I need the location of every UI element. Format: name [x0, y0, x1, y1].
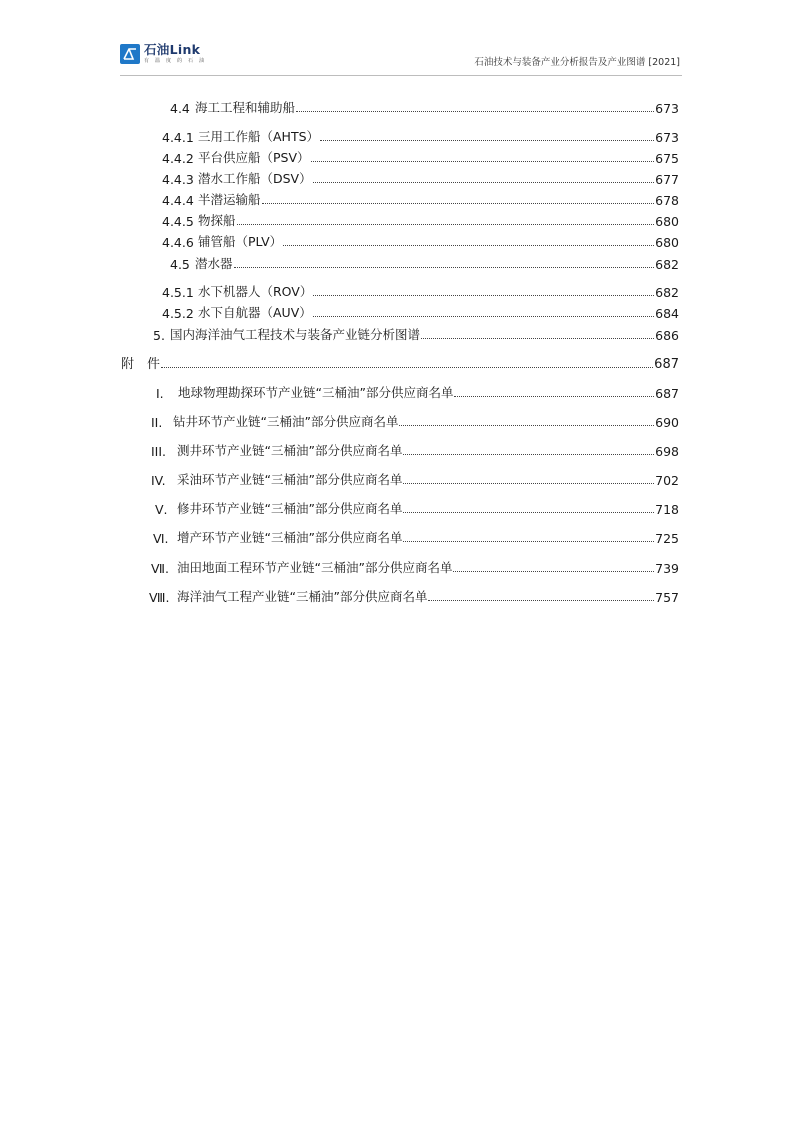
toc-number: Ⅷ. [149, 590, 170, 605]
toc-page-number: 718 [655, 502, 679, 517]
toc-title: 三用工作船（AHTS） [198, 129, 320, 144]
dot-leader [320, 140, 654, 141]
toc-number: 4.5.2 [162, 306, 194, 321]
dot-leader [403, 541, 654, 542]
toc-page-number: 725 [655, 531, 679, 546]
toc-number: 4.4.6 [162, 235, 194, 250]
dot-leader [428, 600, 654, 601]
dot-leader [453, 571, 654, 572]
toc-entry[interactable] [0, 146, 800, 166]
logo-mark-icon [120, 44, 140, 64]
toc-number: III. [151, 444, 167, 459]
logo-slogan: 有 温 度 的 石 油 [144, 57, 207, 64]
dot-leader [403, 483, 654, 484]
toc-entry[interactable] [0, 188, 800, 208]
toc-page-number: 684 [655, 306, 679, 321]
toc-title: 水下自航器（AUV） [198, 305, 312, 320]
dot-leader [454, 396, 654, 397]
header-divider [120, 75, 682, 76]
toc-entry[interactable] [0, 96, 800, 116]
toc-page-number: 680 [655, 214, 679, 229]
toc-page-number: 678 [655, 193, 679, 208]
toc-entry[interactable] [0, 301, 800, 321]
toc-entry[interactable] [0, 209, 800, 229]
dot-leader [313, 182, 655, 183]
toc-title: 钻井环节产业链“三桶油”部分供应商名单 [173, 414, 399, 429]
toc-entry[interactable] [0, 556, 800, 576]
toc-number: 4.5 [170, 257, 190, 272]
toc-number: II. [151, 415, 163, 430]
toc-page-number: 687 [655, 386, 679, 401]
logo-name: 石油Link [144, 42, 201, 57]
toc-entry[interactable] [0, 230, 800, 250]
toc-entry[interactable] [0, 125, 800, 145]
toc-page-number: 673 [655, 130, 679, 145]
toc-title: 潜水器 [195, 256, 233, 271]
toc-number: IV. [151, 473, 166, 488]
toc-page-number: 673 [655, 101, 679, 116]
toc-page-number: 675 [655, 151, 679, 166]
toc-title: 平台供应船（PSV） [198, 150, 310, 165]
toc-page-number: 739 [655, 561, 679, 576]
toc-entry[interactable] [0, 252, 800, 272]
dot-leader [283, 245, 654, 246]
dot-leader [262, 203, 655, 204]
page-header [120, 44, 680, 76]
toc-page-number: 682 [655, 285, 679, 300]
toc-number: 4.4.1 [162, 130, 194, 145]
toc-number: 4.4.3 [162, 172, 194, 187]
toc-number: 4.4.5 [162, 214, 194, 229]
toc-entry[interactable] [0, 352, 800, 372]
toc-number: Ⅴ. [155, 502, 168, 517]
dot-leader [421, 338, 654, 339]
toc-page-number: 677 [655, 172, 679, 187]
toc-title: 件 [147, 357, 161, 372]
toc-number: Ⅵ. [153, 531, 169, 546]
toc-page-number: 690 [655, 415, 679, 430]
toc-page-number: 687 [654, 357, 679, 372]
toc-title: 水下机器人（ROV） [198, 284, 313, 299]
toc-title: 海工工程和辅助船 [195, 100, 296, 115]
toc-page-number: 686 [655, 328, 679, 343]
toc-page-number: 702 [655, 473, 679, 488]
report-title: 石油技术与装备产业分析报告及产业图谱 [2021] [474, 57, 680, 68]
toc-page-number: 698 [655, 444, 679, 459]
toc-entry[interactable] [0, 497, 800, 517]
toc-entry[interactable] [0, 526, 800, 546]
toc-number: 4.4 [170, 101, 190, 116]
toc-entry[interactable] [0, 410, 800, 430]
dot-leader [161, 367, 653, 368]
toc-entry[interactable] [0, 381, 800, 401]
dot-leader [313, 295, 654, 296]
toc-title: 铺管船（PLV） [198, 234, 283, 249]
toc-number: Ⅰ. [156, 386, 164, 401]
toc-number: 附 [121, 357, 135, 372]
brand-logo [120, 44, 206, 64]
toc-entry[interactable] [0, 323, 800, 343]
dot-leader [399, 425, 654, 426]
toc-page-number: 682 [655, 257, 679, 272]
toc-number: 4.5.1 [162, 285, 194, 300]
toc-entry[interactable] [0, 439, 800, 459]
toc-entry[interactable] [0, 280, 800, 300]
toc-number: 4.4.4 [162, 193, 194, 208]
toc-page-number: 757 [655, 590, 679, 605]
toc-title: 增产环节产业链“三桶油”部分供应商名单 [177, 530, 403, 545]
toc-number: 4.4.2 [162, 151, 194, 166]
toc-title: 地球物理勘探环节产业链“三桶油”部分供应商名单 [178, 385, 454, 400]
dot-leader [296, 111, 654, 112]
toc-entry[interactable] [0, 585, 800, 605]
toc-title: 修井环节产业链“三桶油”部分供应商名单 [177, 501, 403, 516]
toc-title: 采油环节产业链“三桶油”部分供应商名单 [177, 472, 403, 487]
toc-title: 测井环节产业链“三桶油”部分供应商名单 [177, 443, 403, 458]
toc-title: 海洋油气工程产业链“三桶油”部分供应商名单 [177, 589, 428, 604]
toc-entry[interactable] [0, 167, 800, 187]
dot-leader [311, 161, 655, 162]
dot-leader [234, 267, 655, 268]
toc-title: 油田地面工程环节产业链“三桶油”部分供应商名单 [177, 560, 453, 575]
toc-entry[interactable] [0, 468, 800, 488]
dot-leader [313, 316, 654, 317]
toc-number: Ⅶ. [151, 561, 169, 576]
toc-title: 国内海洋油气工程技术与装备产业链分析图谱 [170, 327, 421, 342]
toc-number: 5. [153, 328, 165, 343]
dot-leader [237, 224, 655, 225]
toc-title: 潜水工作船（DSV） [198, 171, 312, 186]
toc-page-number: 680 [655, 235, 679, 250]
toc-title: 半潜运输船 [198, 192, 261, 207]
toc-title: 物探船 [198, 213, 236, 228]
dot-leader [403, 454, 654, 455]
dot-leader [403, 512, 654, 513]
